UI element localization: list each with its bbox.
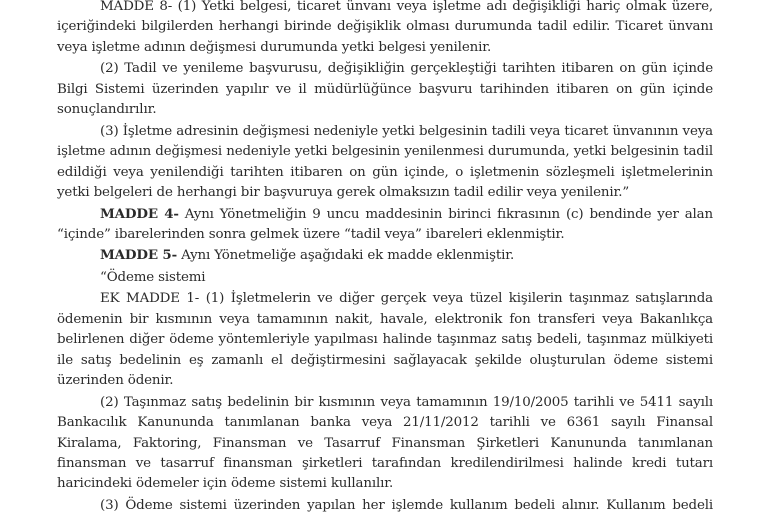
- paragraph-text: EK MADDE 1- (1) İşletmelerin ve diğer gerçek veya tüzel kişilerin taşınmaz satışlarında ödemenin bir kısmının veya tamamının nakit, havale, elektronik fon transferi veya Bakanlıkça belirlenen diğer ödeme yöntemleriyle yapılması halinde taşınmaz satış bedeli, taşınmaz mülkiyeti ile satış bedelinin eş zamanlı el değiştirmesini sağlayacak şekilde oluşturulan ödeme sistemi üzerinden ödenir.: [57, 291, 713, 389]
- paragraph-ek-madde-1-3: [57, 495, 713, 516]
- paragraph-ek-madde-1-2: [57, 392, 713, 495]
- paragraph-madde-8-1: [57, 0, 713, 58]
- paragraph-lead: MADDE 5-: [100, 247, 177, 264]
- paragraph-madde-5: [57, 245, 713, 266]
- section-heading-odeme-sistemi: [57, 267, 713, 288]
- paragraph-ek-madde-1-1: [57, 288, 713, 391]
- paragraph-text: (3) Ödeme sistemi üzerinden yapılan her işlemde kullanım bedeli alınır. Kullanım bedeli: [100, 497, 713, 513]
- paragraph-madde-4: [57, 204, 713, 246]
- paragraph-madde-8-2: [57, 58, 713, 120]
- paragraph-text: (3) İşletme adresinin değişmesi nedeniyle yetki belgesinin tadili veya ticaret ünvanının veya işletme adının değişmesi nedeniyle yetki belgesinin yenilenmesi durumunda, yetki belgesinin tadil edildiği veya yenilendiği tarihten itibaren on gün içinde, o işletmenin sözleşmeli işletmelerinin yetki belgeleri de herhangi bir başvuruya gerek olmaksızın tadil edilir veya yenilenir.”: [57, 123, 713, 201]
- paragraph-text: (2) Tadil ve yenileme başvurusu, değişikliğin gerçekleştiği tarihten itibaren on gün içinde Bilgi Sistemi üzerinden yapılır ve il müdürlüğünce başvuru tarihinden itibaren on gün içinde sonuçlandırılır.: [57, 61, 713, 118]
- paragraph-lead: MADDE 4-: [100, 205, 179, 222]
- paragraph-text: (2) Taşınmaz satış bedelinin bir kısmının veya tamamının 19/10/2005 tarihli ve 5411 sayılı Bankacılık Kanununda tanımlanan banka veya 21/11/2012 tarihli ve 6361 sayılı Finansal Kiralama, Faktoring, Finansman ve Tasarruf Finansman Şirketleri Kanununda tanımlanan finansman ve tasarruf finansman şirketleri tarafından kredilendirilmesi halinde kredi tutarı haricindeki ödemeler için ödeme sistemi kullanılır.: [57, 394, 713, 492]
- paragraph-madde-8-3: [57, 121, 713, 204]
- paragraph-text: Aynı Yönetmeliğe aşağıdaki ek madde eklenmiştir.: [176, 248, 515, 264]
- paragraph-text: “Ödeme sistemi: [100, 269, 206, 285]
- paragraph-text: Aynı Yönetmeliğin 9 uncu maddesinin birinci fıkrasının (c) bendinde yer alan “içinde” ibarelerinden sonra gelmek üzere “tadil veya” ibareleri eklenmiştir.: [57, 206, 713, 242]
- document-page: [57, 0, 713, 516]
- paragraph-text: MADDE 8- (1) Yetki belgesi, ticaret ünvanı veya işletme adı değişikliği hariç olmak üzere, içeriğindeki bilgilerden herhangi birinde değişiklik olması durumunda tadil edilir. Ticaret ünvanı veya işletme adının değişmesi durumunda yetki belgesi yenilenir.: [57, 0, 713, 55]
